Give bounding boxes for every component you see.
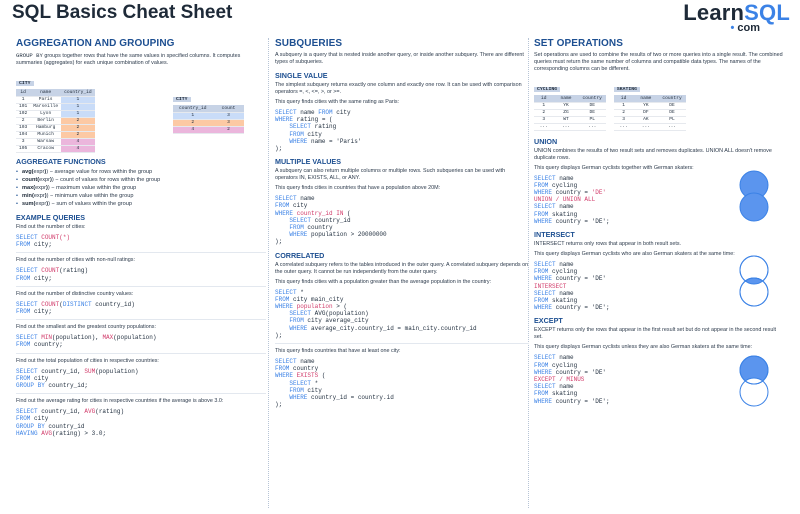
section-heading-aggregation: AGGREGATION AND GROUPING xyxy=(16,38,175,49)
intersect-text: INTERSECT returns only rows that appear in both result sets. xyxy=(534,240,682,247)
example-description: Find out the average rating for cities in respective countries if the average is above 3.0: xyxy=(16,398,224,405)
table-row: ... ... ... xyxy=(534,123,606,130)
except-venn-icon xyxy=(736,354,772,408)
except-section xyxy=(534,316,784,404)
single-value-text: The simplest subquery returns exactly one column and exactly one row. It can be used with comparison operators =, <, <=, >, or >=. xyxy=(275,82,522,95)
correlated-heading: CORRELATED xyxy=(275,250,325,260)
column-header: name xyxy=(30,89,61,96)
except-heading: EXCEPT xyxy=(534,316,563,326)
list-item: • min(expr)) − minimum value within the group xyxy=(16,192,266,200)
code-block: SELECT name FROM city WHERE rating = ( SELECT rating FROM city WHERE name = 'Paris' ); xyxy=(275,109,362,153)
skating-table: SKATING id name country 1 YK DE 2 DF DE 3 AK PL ... ... ... xyxy=(614,77,686,131)
set-tables xyxy=(534,77,784,131)
code-block: SELECT COUNT(*) FROM city; xyxy=(16,234,71,249)
table-name: CITY xyxy=(173,97,191,102)
code-block: SELECT country_id, SUM(population) FROM city GROUP BY country_id; xyxy=(16,367,139,390)
table-row: 101 Marseille 1 xyxy=(16,103,95,110)
list-item: • sum(expr)) − sum of values within the group xyxy=(16,200,266,208)
table-row: 4 2 xyxy=(173,126,244,133)
table-row: 2 Berlin 2 xyxy=(16,117,95,124)
logo-text-learn: Learn xyxy=(683,0,745,25)
union-heading: UNION xyxy=(534,136,558,146)
example-description: Find out the total population of cities in respective countries: xyxy=(16,357,159,364)
example-description: This query displays German cyclists unless they are also German skaters at the same time: xyxy=(534,344,753,351)
union-text: UNION combines the results of two result sets and removes duplicates. UNION ALL doesn't remove duplicate rows. xyxy=(534,147,772,161)
table-row: 1 3 xyxy=(173,112,244,119)
code-block: SELECT name FROM city WHERE country_id IN ( SELECT country_id FROM country WHERE population > 20000000 ); xyxy=(275,195,387,246)
intersect-heading: INTERSECT xyxy=(534,229,575,239)
table-row: 1 YK DE xyxy=(534,102,606,109)
code-block: SELECT name FROM cycling WHERE country = 'DE' EXCEPT / MINUS SELECT name FROM skating WHERE country = 'DE'; xyxy=(534,354,610,405)
table-name: CYCLING xyxy=(534,87,560,92)
code-block: SELECT name FROM country WHERE EXISTS ( SELECT * FROM city WHERE country_id = country.id ); xyxy=(275,358,394,409)
table-row: 102 Lyon 1 xyxy=(16,110,95,117)
aggregation-intro: GROUP BY groups together rows that have the same values in specified columns. It computes summaries (aggregates) for each unique combination of values. xyxy=(16,52,241,66)
table-name: SKATING xyxy=(614,87,640,92)
logo-text-com: com xyxy=(737,22,760,34)
subqueries-intro: A subquery is a query that is nested inside another query, or inside another subquery. There are different types of subqueries. xyxy=(275,52,524,65)
table-row: ... ... ... xyxy=(614,123,686,130)
column-header: country_id xyxy=(61,89,95,96)
intersect-venn-icon xyxy=(736,254,772,308)
section-heading-set-operations: SET OPERATIONS xyxy=(534,38,624,49)
table-row: 3 Warsaw 4 xyxy=(16,138,95,145)
example-description: Find out the smallest and the greatest country populations: xyxy=(16,324,156,331)
union-section xyxy=(534,137,784,225)
code-block: SELECT COUNT(DISTINCT country_id) FROM city; xyxy=(16,300,135,316)
code-block: SELECT name FROM cycling WHERE country = 'DE' INTERSECT SELECT name FROM skating WHERE country = 'DE'; xyxy=(534,260,610,312)
column-set-operations xyxy=(534,38,784,508)
logo-text-sql: SQL xyxy=(744,0,790,25)
list-item: • max(expr)) − maximum value within the group xyxy=(16,184,266,192)
intersect-section xyxy=(534,230,784,311)
table-row: 2 ZG DE xyxy=(534,109,606,116)
aggregate-functions-list xyxy=(16,168,266,208)
list-item: • count(expr)) − count of values for rows within the group xyxy=(16,176,266,184)
column-subqueries xyxy=(275,38,529,508)
table-row: 1 Paris 1 xyxy=(16,96,95,103)
page-title: SQL Basics Cheat Sheet xyxy=(12,2,233,23)
column-divider xyxy=(268,38,269,508)
example-queries-heading: EXAMPLE QUERIES xyxy=(16,213,86,222)
example-description: This query finds cities with a population greater than the average population in the country: xyxy=(275,278,492,285)
multiple-values-heading: MULTIPLE VALUES xyxy=(275,157,342,167)
example-description: Find out the number of cities with non-null ratings: xyxy=(16,257,135,264)
single-value-heading: SINGLE VALUE xyxy=(275,71,328,80)
multiple-values-text: A subquery can also return multiple columns or multiple rows. Such subqueries can be used with operators IN, EXISTS, ALL, or ANY. xyxy=(275,168,506,182)
city-table xyxy=(16,71,95,153)
logo-dot: • xyxy=(730,22,735,34)
example-description: Find out the number of distinctive country values: xyxy=(16,290,134,297)
table-row: 2 3 xyxy=(173,119,244,126)
example-description: Find out the number of cities: xyxy=(16,224,86,230)
aggregate-functions-heading: AGGREGATE FUNCTIONS xyxy=(16,157,106,166)
column-header: count xyxy=(213,105,245,112)
code-block: SELECT name FROM cycling WHERE country = 'DE' UNION / UNION ALL SELECT name FROM skating WHERE country = 'DE'; xyxy=(534,174,610,225)
table-row: 3 WT PL xyxy=(534,116,606,123)
except-text: EXCEPT returns only the rows that appear in the first result set but do not appear in the second result set. xyxy=(534,327,777,341)
example-description: This query finds cities with the same rating as Paris: xyxy=(275,99,400,105)
correlated-text: A correlated subquery refers to the tables introduced in the outer query. A correlated subquery depends on the outer query. It cannot be run independently from the outer query. xyxy=(275,261,529,275)
table-row: 103 Hamburg 2 xyxy=(16,124,95,131)
code-block: SELECT MIN(population), MAX(population) FROM country; xyxy=(16,334,157,349)
column-header: country_id xyxy=(173,105,213,112)
table-name: CITY xyxy=(16,81,34,86)
learnsql-logo xyxy=(683,0,790,34)
code-block: SELECT COUNT(rating) FROM city; xyxy=(16,267,89,282)
table-row: 104 Munich 2 xyxy=(16,131,95,138)
example-description: This query displays German cyclists together with German skaters: xyxy=(534,164,694,171)
list-item: • avg(expr)) − average value for rows within the group xyxy=(16,168,266,176)
example-description: This query finds countries that have at least one city: xyxy=(275,348,401,355)
code-block: SELECT country_id, AVG(rating) FROM city GROUP BY country_id HAVING AVG(rating) > 3.0; xyxy=(16,408,125,437)
column-header: id xyxy=(16,89,30,96)
table-row: 2 DF DE xyxy=(614,109,686,116)
example-description: This query displays German cyclists who are also German skaters at the same time: xyxy=(534,250,735,257)
code-block: SELECT * FROM city main_city WHERE population > ( SELECT AVG(population) FROM city average_city WHERE average_city.country_id = main_city.country_id ); xyxy=(275,288,477,339)
column-aggregation xyxy=(16,38,266,508)
set-operations-intro: Set operations are used to combine the results of two or more queries into a single result. The combined queries must return the same number of columns and compatible data types. The names of the corresponding columns can be different. xyxy=(534,52,783,72)
table-row: 105 Cracow 4 xyxy=(16,145,95,152)
group-by-illustration xyxy=(16,71,266,151)
cycling-table: CYCLING id name country 1 YK DE 2 ZG DE 3 WT PL ... ... ... xyxy=(534,77,606,131)
example-description: This query finds cities in countries that have a population above 20M: xyxy=(275,185,441,192)
table-row: 1 YK DE xyxy=(614,102,686,109)
union-venn-icon xyxy=(736,169,772,223)
table-row: 3 AK PL xyxy=(614,116,686,123)
grouped-result-table xyxy=(173,87,244,134)
section-heading-subqueries: SUBQUERIES xyxy=(275,38,343,49)
